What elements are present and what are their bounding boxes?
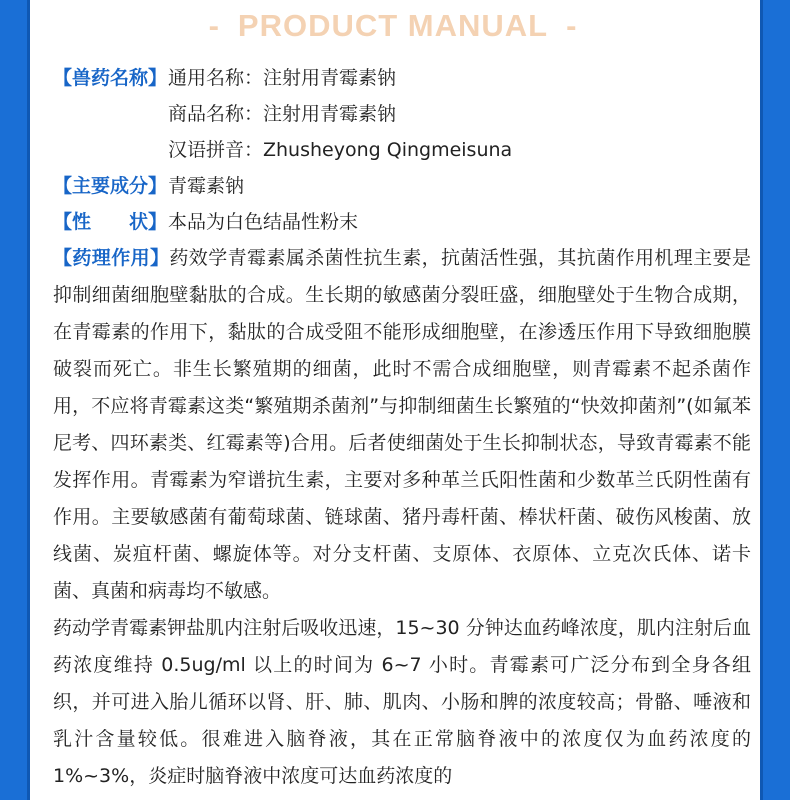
title-dash-left: - — [208, 8, 220, 43]
field-row-pinyin — [53, 132, 753, 168]
field-row-ingredient — [53, 168, 753, 204]
ingredient-value: 青霉素钠 — [168, 175, 245, 197]
pharmacology-paragraph-2 — [53, 610, 753, 795]
page-title — [33, 0, 753, 52]
product-fields — [53, 60, 753, 795]
title-dash-right: - — [566, 8, 578, 43]
field-row-trade-name — [53, 96, 753, 132]
generic-name-value: 通用名称：注射用青霉素钠 — [168, 67, 397, 89]
right-frame-border — [760, 0, 790, 800]
property-label: 【性 状】 — [53, 211, 168, 233]
field-row-generic-name — [53, 60, 753, 96]
pharmacology-label: 【药理作用】 — [53, 247, 170, 269]
left-frame-border — [0, 0, 30, 800]
manual-content — [53, 0, 753, 795]
ingredient-label: 【主要成分】 — [53, 175, 168, 197]
pharmacology-text-1: 药效学青霉素属杀菌性抗生素，抗菌活性强，其抗菌作用机理主要是抑制细菌细胞壁黏肽的合成。生长期的敏感菌分裂旺盛，细胞壁处于生物合成期，在青霉素的作用下，黏肽的合成受阻不能形成细胞壁，在渗透压作用下导致细胞膜破裂而死亡。非生长繁殖期的细菌，此时不需合成细胞壁，则青霉素不起杀菌作用，不应将青霉素这类“繁殖期杀菌剂”与抑制细菌生长繁殖的“快效抑菌剂”(如氟苯尼考、四环素类、红霉素等)合用。后者使细菌处于生长抑制状态，导致青霉素不能发挥作用。青霉素为窄谱抗生素，主要对多种革兰氏阳性菌和少数革兰氏阴性菌有作用。主要敏感菌有葡萄球菌、链球菌、猪丹毒杆菌、棒状杆菌、破伤风梭菌、放线菌、炭疽杆菌、螺旋体等。对分支杆菌、支原体、衣原体、立克次氏体、诺卡菌、真菌和病毒均不敏感。 — [53, 247, 751, 602]
property-value: 本品为白色结晶性粉末 — [168, 211, 359, 233]
vet-name-label: 【兽药名称】 — [53, 67, 168, 89]
title-text: PRODUCT MANUAL — [237, 8, 549, 43]
pharmacology-text-2: 药动学青霉素钾盐肌内注射后吸收迅速，15~30 分钟达血药峰浓度，肌内注射后血药浓度维持 0.5ug/ml 以上的时间为 6~7 小时。青霉素可广泛分布到全身各组织，并可进入胎儿循环以肾、肝、肺、肌肉、小肠和脾的浓度较高；骨骼、唾液和乳汁含量较低。很难进入脑脊液，其在正常脑脊液中的浓度仅为血药浓度的 1%~3%，炎症时脑脊液中浓度可达血药浓度的 — [53, 617, 751, 787]
pharmacology-paragraph-1 — [53, 240, 753, 610]
pinyin-value: 汉语拼音：Zhusheyong Qingmeisuna — [168, 139, 513, 161]
trade-name-value: 商品名称：注射用青霉素钠 — [168, 103, 397, 125]
field-row-property — [53, 204, 753, 240]
